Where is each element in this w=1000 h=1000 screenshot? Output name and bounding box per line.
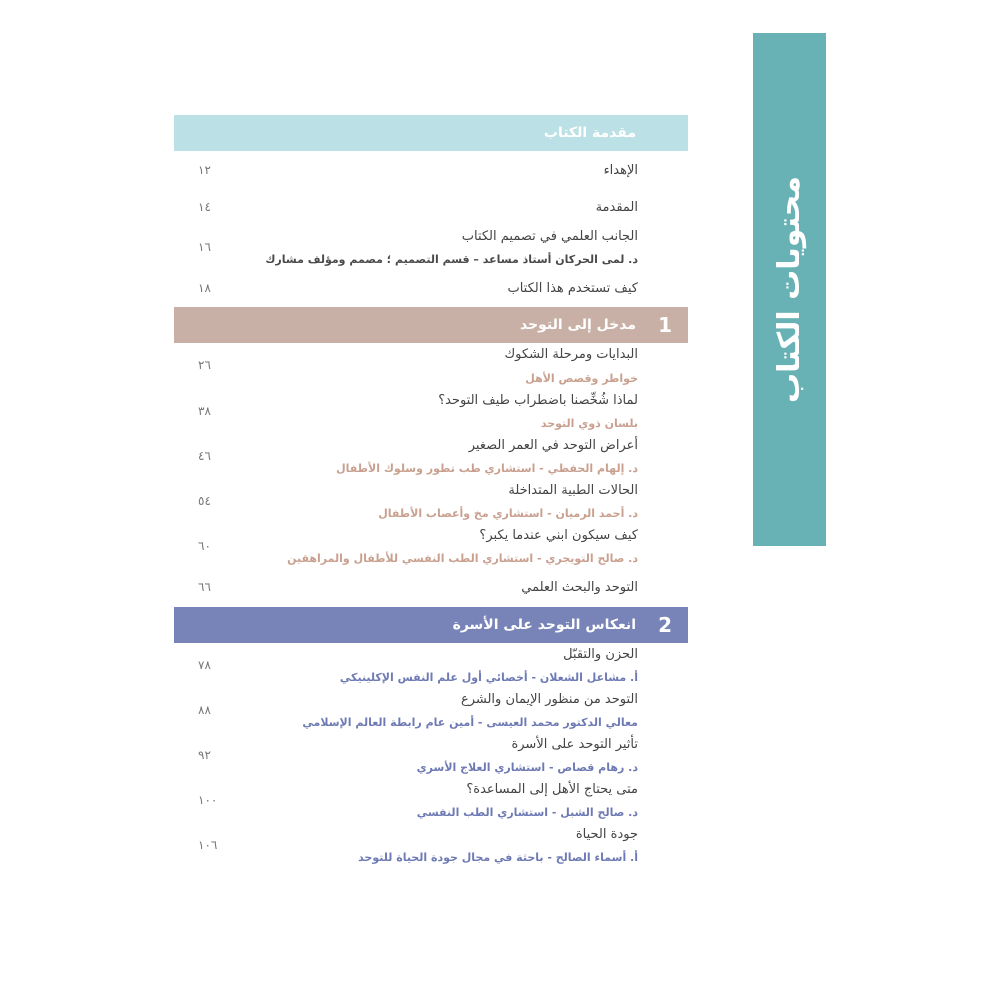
entry-page-number: ٦٦ <box>198 580 211 594</box>
entry-author: د. إلهام الحفظي - استشاري طب تطور وسلوك الأطفال <box>336 462 638 475</box>
entry-title: الجانب العلمي في تصميم الكتاب <box>461 229 638 244</box>
entry-page-number: ٢٦ <box>198 358 211 372</box>
entry-page-number: ١٨ <box>198 281 211 295</box>
entry-page-number: ٨٨ <box>198 703 211 717</box>
entry-author: د. صالح التويجري - استشاري الطب النفسي للأطفال والمراهقين <box>287 552 638 565</box>
entry-author: د. رهام قصاص - استشاري العلاج الأسري <box>416 761 638 774</box>
entry-author: بلسان ذوي التوحد <box>540 417 638 430</box>
entry-author: د. صالح الشبل - استشاري الطب النفسي <box>416 806 638 819</box>
section-title: مقدمة الكتاب <box>543 125 636 141</box>
section-title: مدخل إلى التوحد <box>519 317 636 333</box>
entry-page-number: ١٠٦ <box>198 838 218 852</box>
entry-author: أ. مشاعل الشعلان - أخصائي أول علم النفس الإكلينيكي <box>339 671 638 684</box>
entry-page-number: ١٤ <box>198 200 211 214</box>
entry-page-number: ٦٠ <box>198 539 211 553</box>
entry-page-number: ٧٨ <box>198 658 211 672</box>
entry-title: الإهداء <box>603 163 638 178</box>
entry-title: التوحد والبحث العلمي <box>521 580 638 595</box>
entry-title: متى يحتاج الأهل إلى المساعدة؟ <box>466 782 638 797</box>
chapter-number: 2 <box>658 613 672 637</box>
contents-heading: محتويات الكتاب <box>772 175 807 404</box>
entry-author: د. أحمد الرميان - استشاري مخ وأعصاب الأطفال <box>378 507 638 520</box>
entry-page-number: ٩٢ <box>198 748 211 762</box>
entry-title: التوحد من منظور الإيمان والشرع <box>460 692 638 707</box>
section-band-chapter-1 <box>174 307 688 343</box>
entry-title: الحزن والتقبّل <box>563 647 638 662</box>
chapter-number: 1 <box>658 313 672 337</box>
entry-author: خواطر وقصص الأهل <box>525 372 638 385</box>
entry-page-number: ٣٨ <box>198 404 211 418</box>
entry-title: الحالات الطبية المتداخلة <box>508 483 638 498</box>
entry-author: د. لمى الحركان أستاذ مساعد – قسم التصميم ؛ مصمم ومؤلف مشارك <box>265 253 638 266</box>
entry-title: أعراض التوحد في العمر الصغير <box>468 438 638 453</box>
section-band-chapter-2 <box>174 607 688 643</box>
entry-title: تأثير التوحد على الأسرة <box>511 737 638 752</box>
entry-page-number: ٤٦ <box>198 449 211 463</box>
entry-title: لماذا شُخِّصنا باضطراب طيف التوحد؟ <box>438 393 638 408</box>
entry-author: معالي الدكتور محمد العيسى - أمين عام رابطة العالم الإسلامي <box>302 716 638 729</box>
section-title: انعكاس التوحد على الأسرة <box>452 617 636 633</box>
entry-title: جودة الحياة <box>575 827 638 842</box>
contents-side-tab <box>753 33 826 546</box>
entry-page-number: ١٦ <box>198 240 211 254</box>
entry-page-number: ١٢ <box>198 163 211 177</box>
entry-title: البدايات ومرحلة الشكوك <box>504 347 638 362</box>
entry-title: المقدمة <box>595 200 638 215</box>
entry-title: كيف تستخدم هذا الكتاب <box>507 281 638 296</box>
entry-title: كيف سيكون ابني عندما يكبر؟ <box>479 528 638 543</box>
entry-page-number: ٥٤ <box>198 494 211 508</box>
entry-author: أ. أسماء الصالح - باحثة في مجال جودة الحياة للتوحد <box>358 851 638 864</box>
section-band-intro <box>174 115 688 151</box>
entry-page-number: ١٠٠ <box>198 793 218 807</box>
